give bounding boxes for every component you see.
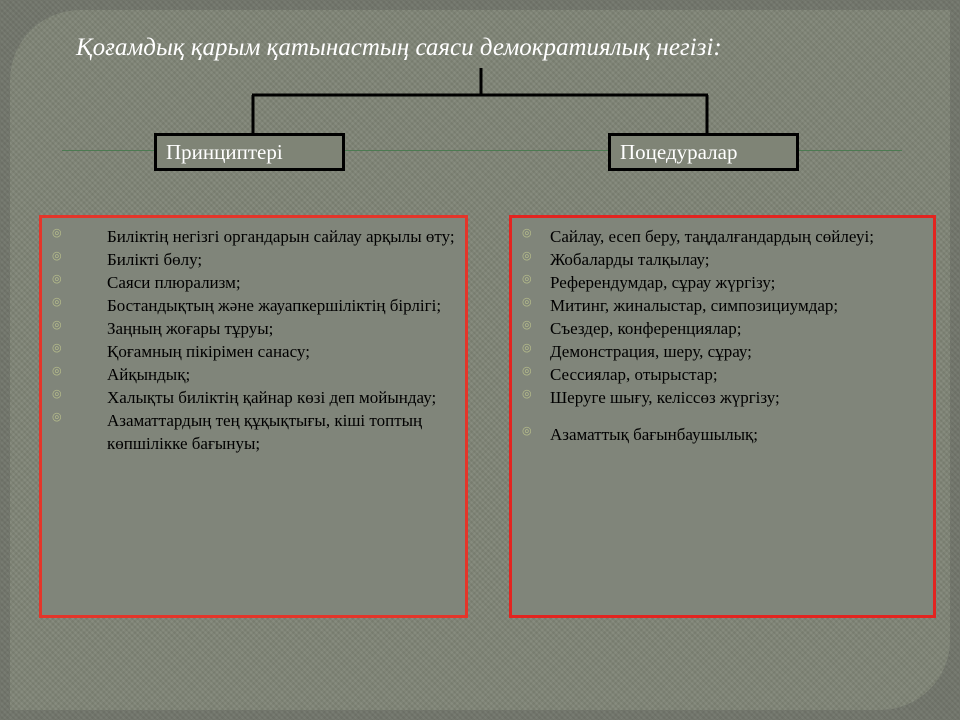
bullet-icon: ◎ — [52, 273, 62, 285]
bullet-icon: ◎ — [522, 273, 532, 285]
list-item-text: Азаматтық бағынбаушылық; — [550, 425, 758, 444]
list-item — [52, 409, 463, 455]
list-item — [52, 225, 463, 248]
list-item — [522, 317, 930, 340]
list-item — [52, 363, 463, 386]
bullet-icon: ◎ — [522, 342, 532, 354]
list-item-text: Айқындық; — [107, 365, 191, 384]
bullet-icon: ◎ — [52, 411, 62, 423]
list-item — [52, 294, 463, 317]
list-item-text: Азаматтардың тең құқықтығы, кіші топтың көпшілікке бағынуы; — [107, 411, 423, 453]
list-item-text: Шеруге шығу, келіссөз жүргізу; — [550, 388, 780, 407]
list-item — [522, 248, 930, 271]
list-item-text: Демонстрация, шеру, сұрау; — [550, 342, 752, 361]
list-item — [522, 423, 930, 446]
list-item — [52, 386, 463, 409]
slide-title: Қоғамдық қарым қатынастың саяси демократиялық негізі: — [76, 34, 722, 61]
bullet-icon: ◎ — [522, 250, 532, 262]
list-item-text: Бостандықтың және жауапкершіліктің бірлігі; — [107, 296, 442, 315]
list-item-text: Халықты биліктің қайнар көзі деп мойындау; — [107, 388, 437, 407]
principles-heading-box: Принциптері — [154, 133, 345, 171]
principles-list — [52, 225, 463, 455]
bullet-icon: ◎ — [522, 425, 532, 437]
list-item-text: Съездер, конференциялар; — [550, 319, 742, 338]
list-item-text: Референдумдар, сұрау жүргізу; — [550, 273, 776, 292]
list-item-text: Митинг, жиналыстар, симпозициумдар; — [550, 296, 839, 315]
bullet-icon: ◎ — [52, 388, 62, 400]
list-item — [52, 271, 463, 294]
bullet-icon: ◎ — [522, 296, 532, 308]
bullet-icon: ◎ — [52, 227, 62, 239]
principles-panel — [39, 215, 468, 618]
procedures-list — [522, 225, 930, 446]
list-item — [522, 271, 930, 294]
list-item-text: Заңның жоғары тұруы; — [107, 319, 274, 338]
list-item — [522, 225, 930, 248]
list-item — [52, 317, 463, 340]
list-item-text: Қоғамның пікірімен санасу; — [107, 342, 310, 361]
bullet-icon: ◎ — [522, 227, 532, 239]
list-item-text: Биліктің негізгі органдарын сайлау арқылы өту; — [107, 227, 455, 246]
procedures-panel — [509, 215, 936, 618]
list-item-text: Сессиялар, отырыстар; — [550, 365, 718, 384]
bullet-icon: ◎ — [52, 342, 62, 354]
list-item — [52, 340, 463, 363]
bullet-icon: ◎ — [52, 365, 62, 377]
list-item-text: Саяси плюрализм; — [107, 273, 241, 292]
list-item — [522, 340, 930, 363]
bullet-icon: ◎ — [52, 296, 62, 308]
list-item — [522, 386, 930, 409]
list-item — [522, 363, 930, 386]
bullet-icon: ◎ — [52, 319, 62, 331]
list-item — [522, 294, 930, 317]
procedures-heading-box: Поцедуралар — [608, 133, 799, 171]
bullet-icon: ◎ — [522, 388, 532, 400]
bullet-icon: ◎ — [522, 319, 532, 331]
bullet-icon: ◎ — [522, 365, 532, 377]
list-item — [52, 248, 463, 271]
list-item-text: Сайлау, есеп беру, таңдалғандардың сөйлеуі; — [550, 227, 874, 246]
list-item-text: Билікті бөлу; — [107, 250, 203, 269]
bullet-icon: ◎ — [52, 250, 62, 262]
list-item-text: Жобаларды талқылау; — [550, 250, 710, 269]
